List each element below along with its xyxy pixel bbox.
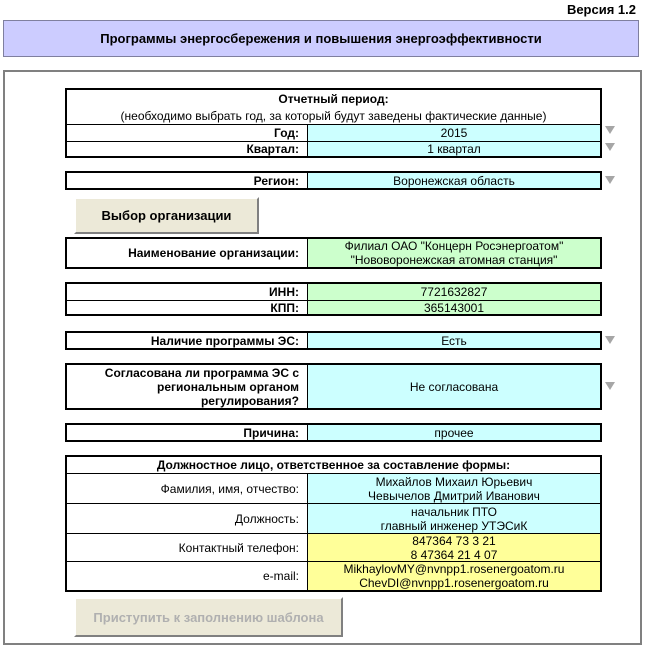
- quarter-dropdown-icon[interactable]: [605, 143, 615, 151]
- start-filling-button[interactable]: Приступить к заполнению шаблона: [74, 597, 343, 637]
- ids-block: [65, 282, 602, 316]
- program-block: [65, 331, 602, 350]
- year-row: [67, 124, 600, 141]
- program-select[interactable]: Есть: [308, 333, 600, 348]
- agreement-block: [65, 363, 602, 410]
- position-label: Должность:: [67, 504, 308, 533]
- quarter-row: [67, 141, 600, 156]
- year-label: Год:: [67, 125, 308, 141]
- agreement-select[interactable]: Не согласована: [308, 365, 600, 408]
- inn-label: ИНН:: [67, 284, 308, 300]
- region-block: [65, 171, 602, 190]
- responsible-block: [65, 455, 602, 592]
- phone-line-2: 8 47364 21 4 07: [410, 547, 498, 562]
- region-select[interactable]: Воронежская область: [308, 173, 600, 188]
- year-dropdown-icon[interactable]: [605, 126, 615, 134]
- organization-line-2: "Нововоронежская атомная станция": [350, 253, 558, 267]
- email-label: e-mail:: [67, 562, 308, 590]
- position-line-1: начальник ПТО: [411, 504, 497, 519]
- reason-label: Причина:: [67, 425, 308, 440]
- phone-label: Контактный телефон:: [67, 534, 308, 561]
- phone-input[interactable]: [308, 534, 600, 561]
- period-hint: (необходимо выбрать год, за который будут заведены фактические данные): [120, 108, 547, 123]
- organization-line-1: Филиал ОАО "Концерн Росэнергоатом": [344, 239, 564, 253]
- agreement-label-line-3: регулирования?: [200, 393, 299, 408]
- page-title: Программы энергосбережения и повышения энергоэффективности: [3, 20, 639, 57]
- organization-label: Наименование организации:: [67, 239, 308, 267]
- phone-line-1: 847364 73 3 21: [412, 533, 496, 548]
- region-dropdown-icon[interactable]: [605, 176, 615, 184]
- period-heading: Отчетный период:: [278, 91, 389, 106]
- year-select[interactable]: 2015: [308, 125, 600, 141]
- fio-line-1: Михайлов Михаил Юрьевич: [375, 474, 533, 489]
- responsible-heading: Должностное лицо, ответственное за составление формы:: [156, 458, 511, 472]
- position-line-2: главный инженер УТЭСиК: [380, 518, 528, 533]
- organization-block: [65, 237, 602, 269]
- kpp-value: 365143001: [308, 301, 600, 314]
- inn-value: 7721632827: [308, 284, 600, 300]
- fio-line-2: Чевычелов Дмитрий Иванович: [368, 488, 540, 503]
- period-block: [65, 88, 602, 158]
- program-label: Наличие программы ЭС:: [67, 333, 308, 348]
- fio-label: Фамилия, имя, отчество:: [67, 474, 308, 503]
- select-organization-button[interactable]: Выбор организации: [74, 197, 259, 234]
- agreement-dropdown-icon[interactable]: [605, 382, 615, 390]
- kpp-label: КПП:: [67, 301, 308, 314]
- position-input[interactable]: [308, 504, 600, 533]
- email-input[interactable]: [308, 562, 600, 590]
- email-line-1: MikhaylovMY@nvnpp1.rosenergoatom.ru: [343, 562, 565, 576]
- fio-input[interactable]: [308, 474, 600, 503]
- program-dropdown-icon[interactable]: [605, 336, 615, 344]
- agreement-label: [67, 365, 308, 408]
- reason-input[interactable]: прочее: [308, 425, 600, 440]
- agreement-label-line-2: региональным органом: [157, 379, 299, 394]
- organization-value: [308, 239, 600, 267]
- region-label: Регион:: [67, 173, 308, 188]
- agreement-label-line-1: Согласована ли программа ЭС с: [104, 365, 299, 380]
- quarter-select[interactable]: 1 квартал: [308, 142, 600, 156]
- version-label: Версия 1.2: [566, 2, 636, 17]
- quarter-label: Квартал:: [67, 142, 308, 156]
- reason-block: [65, 423, 602, 442]
- email-line-2: ChevDI@nvnpp1.rosenergoatom.ru: [359, 576, 549, 590]
